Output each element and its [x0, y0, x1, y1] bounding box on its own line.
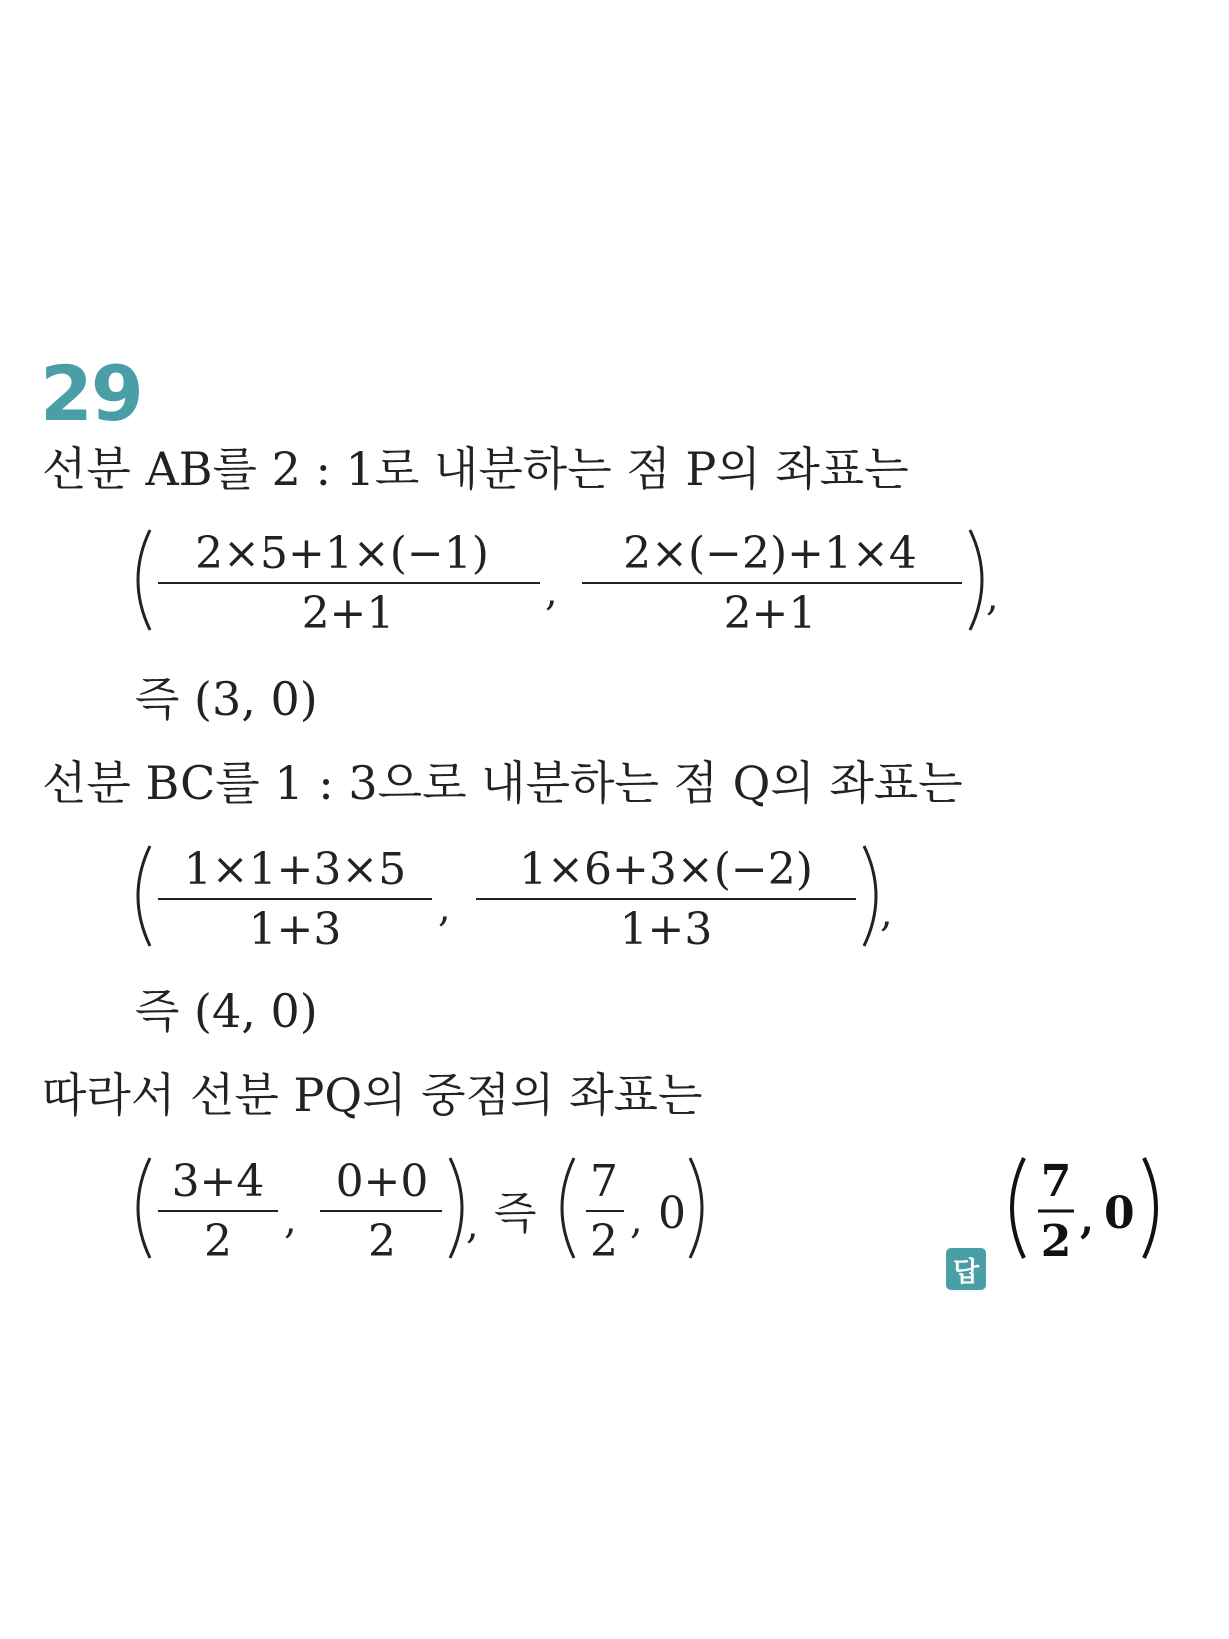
q-numerator-y: 1×6+3×(−2)	[519, 844, 813, 895]
comma: ,	[284, 1197, 297, 1243]
left-paren	[138, 846, 150, 946]
p-intro-text: 선분 AB를 2 : 1로 내분하는 점 P의 좌표는	[42, 442, 909, 496]
left-paren	[1012, 1158, 1024, 1258]
comma: ,	[545, 569, 558, 615]
q-denominator-x: 1+3	[248, 904, 342, 955]
comma: ,	[880, 890, 893, 936]
right-paren	[450, 1158, 462, 1258]
left-paren	[138, 530, 150, 630]
problem-number: 29	[40, 349, 142, 438]
mid-result-denominator: 2	[590, 1216, 618, 1267]
right-paren	[970, 530, 982, 630]
right-paren	[1144, 1158, 1156, 1258]
q-intro-text: 선분 BC를 1 : 3으로 내분하는 점 Q의 좌표는	[42, 756, 963, 810]
left-paren	[562, 1158, 574, 1258]
answer-denominator: 2	[1040, 1216, 1072, 1267]
p-coordinate-formula	[120, 520, 1020, 640]
q-coordinate-formula	[120, 836, 920, 956]
mid-result-numerator: 7	[590, 1156, 618, 1207]
p-denominator-x: 2+1	[301, 588, 395, 639]
mid-result-y: 0	[658, 1188, 686, 1239]
midpoint-formula	[120, 1148, 740, 1268]
answer-y: 0	[1104, 1188, 1135, 1239]
comma: ,	[1080, 1196, 1094, 1243]
p-numerator-y: 2×(−2)+1×4	[623, 528, 917, 579]
comma: ,	[986, 574, 999, 620]
q-numerator-x: 1×1+3×5	[183, 844, 407, 895]
comma: ,	[466, 1202, 479, 1248]
p-denominator-y: 2+1	[723, 588, 817, 639]
left-paren	[138, 1158, 150, 1258]
q-result-text: 즉 (4, 0)	[135, 984, 318, 1038]
right-paren	[864, 846, 876, 946]
answer-badge: 답	[946, 1248, 986, 1290]
comma: ,	[438, 885, 451, 931]
mid-then-text: 즉	[494, 1188, 537, 1239]
mid-numerator-x: 3+4	[171, 1156, 265, 1207]
mid-denominator-y: 2	[368, 1216, 396, 1267]
midpoint-intro-text: 따라서 선분 PQ의 중점의 좌표는	[42, 1068, 703, 1122]
answer-formula	[994, 1148, 1184, 1268]
mid-denominator-x: 2	[204, 1216, 232, 1267]
answer-numerator: 7	[1040, 1156, 1072, 1207]
p-result-text: 즉 (3, 0)	[135, 672, 318, 726]
mid-numerator-y: 0+0	[335, 1156, 429, 1207]
comma: ,	[630, 1197, 643, 1243]
right-paren	[690, 1158, 702, 1258]
q-denominator-y: 1+3	[619, 904, 713, 955]
p-numerator-x: 2×5+1×(−1)	[195, 528, 489, 579]
